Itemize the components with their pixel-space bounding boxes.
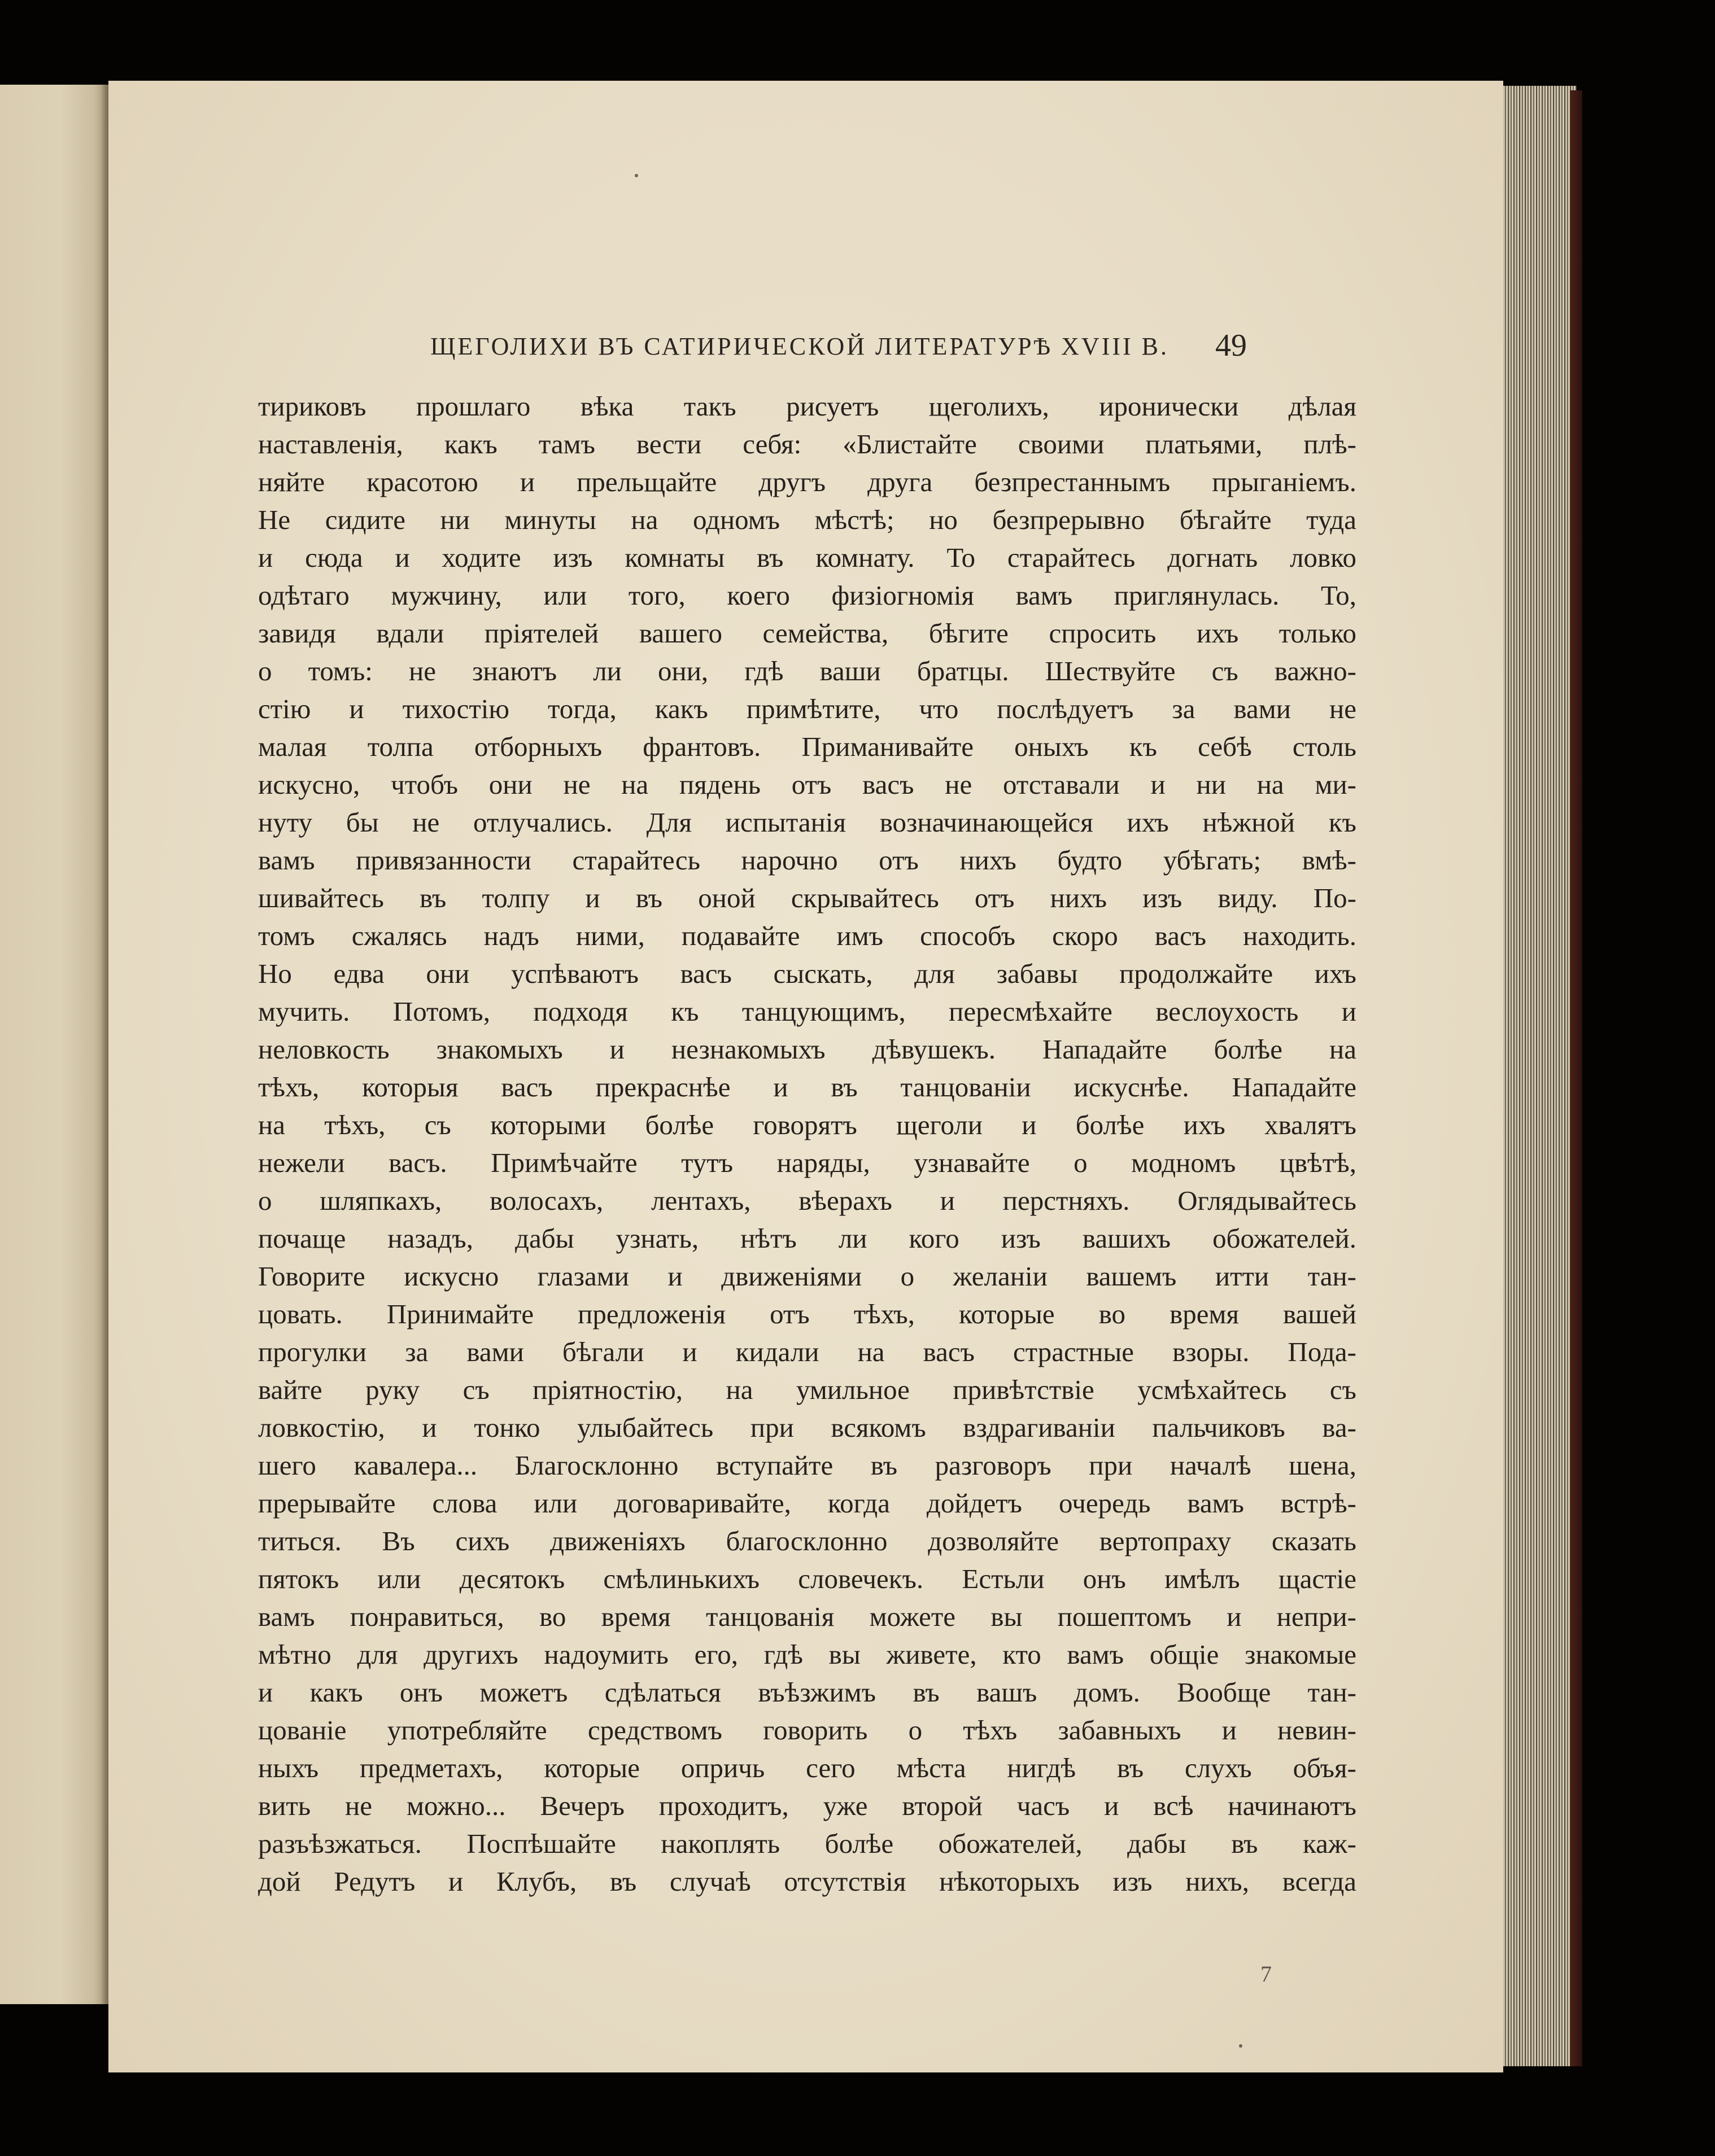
text-line: вамъ понравиться, во время танцованія можете вы пошептомъ и непри-	[258, 1601, 1356, 1632]
text-line: прерывайте слова или договаривайте, когда дойдетъ очередь вамъ встрѣ-	[258, 1488, 1356, 1519]
text-line: титься. Въ сихъ движеніяхъ благосклонно дозволяйте вертопраху сказать	[258, 1525, 1356, 1556]
text-line: неловкость знакомыхъ и незнакомыхъ дѣвушекъ. Нападайте болѣе на	[258, 1034, 1356, 1065]
running-head	[108, 328, 1503, 377]
text-line: цовать. Принимайте предложенія отъ тѣхъ, которые во время вашей	[258, 1298, 1356, 1330]
text-line: няйте красотою и прельщайте другъ друга безпрестаннымъ прыганіемъ.	[258, 466, 1356, 497]
previous-page-edge	[0, 85, 110, 2004]
text-line: тѣхъ, которыя васъ прекраснѣе и въ танцованіи искуснѣе. Нападайте	[258, 1072, 1356, 1103]
signature-mark: 7	[1260, 1961, 1272, 1987]
text-line: о томъ: не знаютъ ли они, гдѣ ваши братцы. Шествуйте съ важно-	[258, 655, 1356, 686]
text-line: одѣтаго мужчину, или того, коего физіогномія вамъ приглянулась. То,	[258, 580, 1356, 611]
body-text	[258, 387, 1356, 1900]
text-line: томъ сжалясь надъ ними, подавайте имъ способъ скоро васъ находить.	[258, 920, 1356, 951]
text-line: ныхъ предметахъ, которые опричь сего мѣста нигдѣ въ слухъ объя-	[258, 1752, 1356, 1783]
text-line: на тѣхъ, съ которыми болѣе говорятъ щеголи и болѣе ихъ хвалятъ	[258, 1109, 1356, 1140]
page-edges-stack	[1498, 86, 1577, 2066]
text-line: мучить. Потомъ, подходя къ танцующимъ, пересмѣхайте веслоухость и	[258, 996, 1356, 1027]
book-cover-edge	[1570, 90, 1582, 2066]
text-line: и какъ онъ можетъ сдѣлаться въѣзжимъ въ вашъ домъ. Вообще тан-	[258, 1677, 1356, 1708]
book-page	[108, 81, 1503, 2072]
text-line: и сюда и ходите изъ комнаты въ комнату. То старайтесь догнать ловко	[258, 542, 1356, 573]
text-line: дой Редутъ и Клубъ, въ случаѣ отсутствія нѣкоторыхъ изъ нихъ, всегда	[258, 1866, 1356, 1897]
paper-speck	[1239, 2044, 1242, 2048]
text-line: разъѣзжаться. Поспѣшайте накоплять болѣе обожателей, дабы въ каж-	[258, 1828, 1356, 1859]
text-line: нуту бы не отлучались. Для испытанія возначинающейся ихъ нѣжной къ	[258, 807, 1356, 838]
text-line: вайте руку съ пріятностію, на умильное привѣтствіе усмѣхайтесь съ	[258, 1374, 1356, 1405]
page-number: 49	[1215, 328, 1247, 363]
text-line: мѣтно для другихъ надоумить его, гдѣ вы живете, кто вамъ общіе знакомые	[258, 1639, 1356, 1670]
text-line: прогулки за вами бѣгали и кидали на васъ страстные взоры. Пода-	[258, 1336, 1356, 1367]
text-line: нежели васъ. Примѣчайте тутъ наряды, узнавайте о модномъ цвѣтѣ,	[258, 1147, 1356, 1178]
text-line: вить не можно... Вечеръ проходитъ, уже второй часъ и всѣ начинаютъ	[258, 1790, 1356, 1821]
text-line: малая толпа отборныхъ франтовъ. Приманивайте оныхъ къ себѣ столь	[258, 731, 1356, 762]
text-line: завидя вдали пріятелей вашего семейства, бѣгите спросить ихъ только	[258, 618, 1356, 649]
paper-speck	[635, 174, 638, 177]
text-line: тириковъ прошлаго вѣка такъ рисуетъ щеголихъ, иронически дѣлая	[258, 391, 1356, 422]
text-line: Не сидите ни минуты на одномъ мѣстѣ; но безпрерывно бѣгайте туда	[258, 504, 1356, 535]
text-line: о шляпкахъ, волосахъ, лентахъ, вѣерахъ и перстняхъ. Оглядывайтесь	[258, 1185, 1356, 1216]
running-title: ЩЕГОЛИХИ ВЪ САТИРИЧЕСКОЙ ЛИТЕРАТУРѢ XVIII В.	[430, 333, 1169, 360]
text-line: стію и тихостію тогда, какъ примѣтите, что послѣдуетъ за вами не	[258, 693, 1356, 724]
text-line: почаще назадъ, дабы узнать, нѣтъ ли кого изъ вашихъ обожателей.	[258, 1223, 1356, 1254]
text-line: цованіе употребляйте средствомъ говорить о тѣхъ забавныхъ и невин-	[258, 1715, 1356, 1746]
text-line: наставленія, какъ тамъ вести себя: «Блистайте своими платьями, плѣ-	[258, 428, 1356, 460]
text-line: шивайтесь въ толпу и въ оной скрывайтесь отъ нихъ изъ виду. По-	[258, 882, 1356, 913]
text-line: пятокъ или десятокъ смѣлинькихъ словечекъ. Естьли онъ имѣлъ щастіе	[258, 1563, 1356, 1594]
text-line: ловкостію, и тонко улыбайтесь при всякомъ вздрагиваніи пальчиковъ ва-	[258, 1412, 1356, 1443]
text-line: вамъ привязанности старайтесь нарочно отъ нихъ будто убѣгать; вмѣ-	[258, 845, 1356, 876]
text-line: Говорите искусно глазами и движеніями о желаніи вашемъ итти тан-	[258, 1261, 1356, 1292]
text-line: Но едва они успѣваютъ васъ сыскать, для забавы продолжайте ихъ	[258, 958, 1356, 989]
text-line: искусно, чтобъ они не на пядень отъ васъ не отставали и ни на ми-	[258, 769, 1356, 800]
text-line: шего кавалера... Благосклонно вступайте въ разговоръ при началѣ шена,	[258, 1450, 1356, 1481]
